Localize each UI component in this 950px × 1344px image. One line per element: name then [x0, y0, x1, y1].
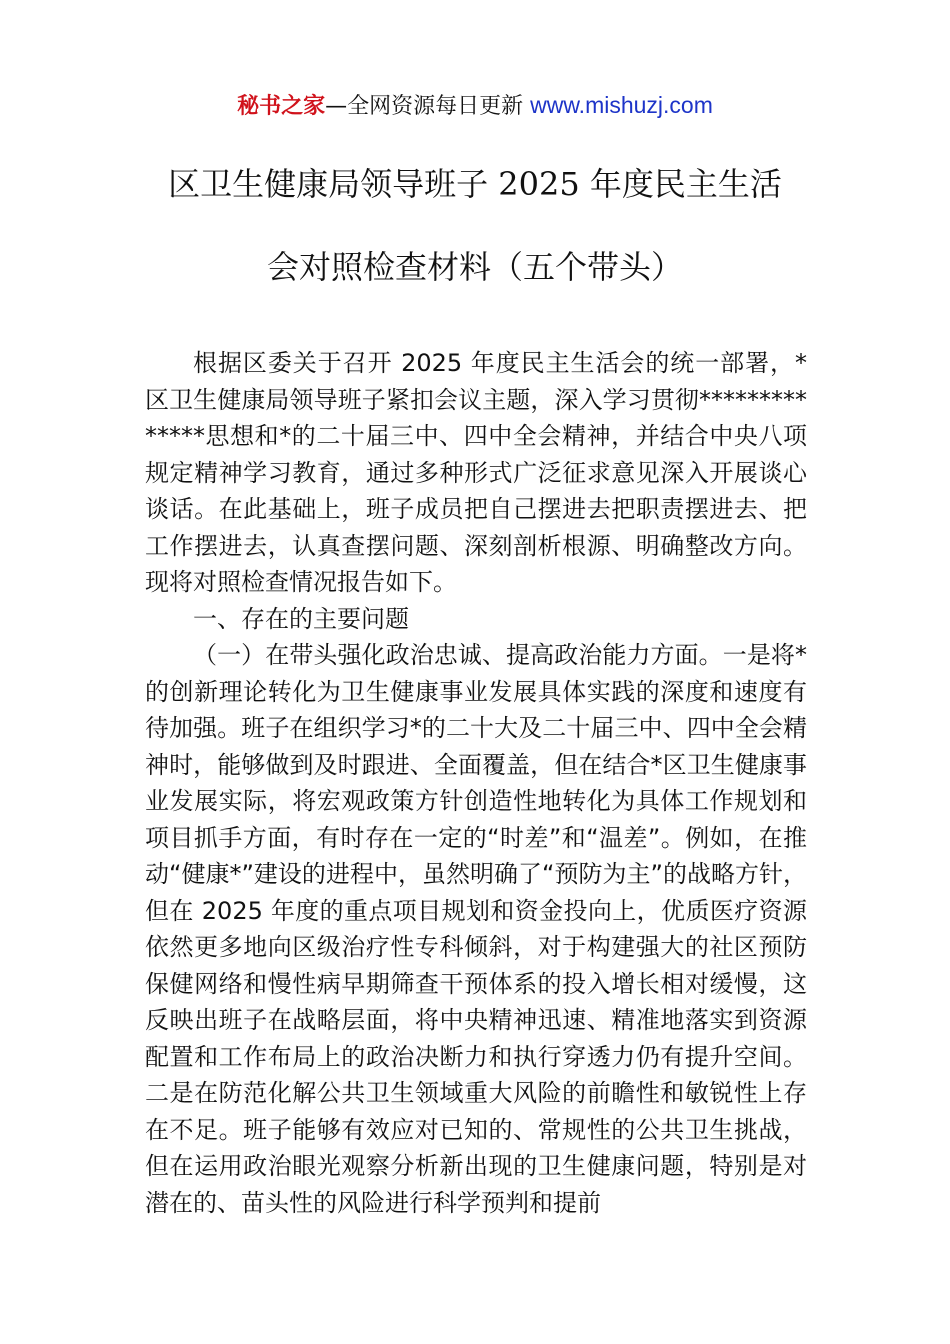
site-url-link[interactable]: www.mishuzj.com: [530, 92, 713, 118]
body-paragraph: （一）在带头强化政治忠诚、提高政治能力方面。一是将*的创新理论转化为卫生健康事业发展具体实践的深度和速度有待加强。班子在组织学习*的二十大及二十届三中、四中全会精神时，能够做到及时跟进、全面覆盖，但在结合*区卫生健康事业发展实际，将宏观政策方针创造性地转化为具体工作规划和项目抓手方面，有时存在一定的“时差”和“温差”。例如，在推动“健康*”建设的进程中，虽然明确了“预防为主”的战略方针，但在 2025 年度的重点项目规划和资金投向上，优质医疗资源依然更多地向区级治疗性专科倾斜，对于构建强大的社区预防保健网络和慢性病早期筛查干预体系的投入增长相对缓慢，这反映出班子在战略层面，将中央精神迅速、精准地落实到资源配置和工作布局上的政治决断力和执行穿透力仍有提升空间。二是在防范化解公共卫生领域重大风险的前瞻性和敏锐性上存在不足。班子能够有效应对已知的、常规性的公共卫生挑战，但在运用政治眼光观察分析新出现的卫生健康问题，特别是对潜在的、苗头性的风险进行科学预判和提前: [145, 641, 807, 1217]
section-heading: 一、存在的主要问题: [193, 604, 409, 633]
document-body: [145, 345, 807, 1221]
document-title: [0, 160, 950, 291]
site-name: 秘书之家: [237, 94, 326, 119]
title-line-2: 会对照检查材料（五个带头）: [266, 248, 683, 286]
site-header: [0, 89, 950, 123]
title-line-1: 区卫生健康局领导班子 2025 年度民主生活: [168, 165, 782, 203]
intro-paragraph: 根据区委关于召开 2025 年度民主生活会的统一部署，*区卫生健康局领导班子紧扣会议主题，深入学习贯彻**************思想和*的二十届三中、四中全会精神，并结合中央八项规定精神学习教育，通过多种形式广泛征求意见深入开展谈心谈话。在此基础上，班子成员把自己摆进去把职责摆进去、把工作摆进去，认真查摆问题、深刻剖析根源、明确整改方向。现将对照检查情况报告如下。: [145, 349, 807, 596]
site-tagline: —全网资源每日更新: [325, 94, 524, 119]
